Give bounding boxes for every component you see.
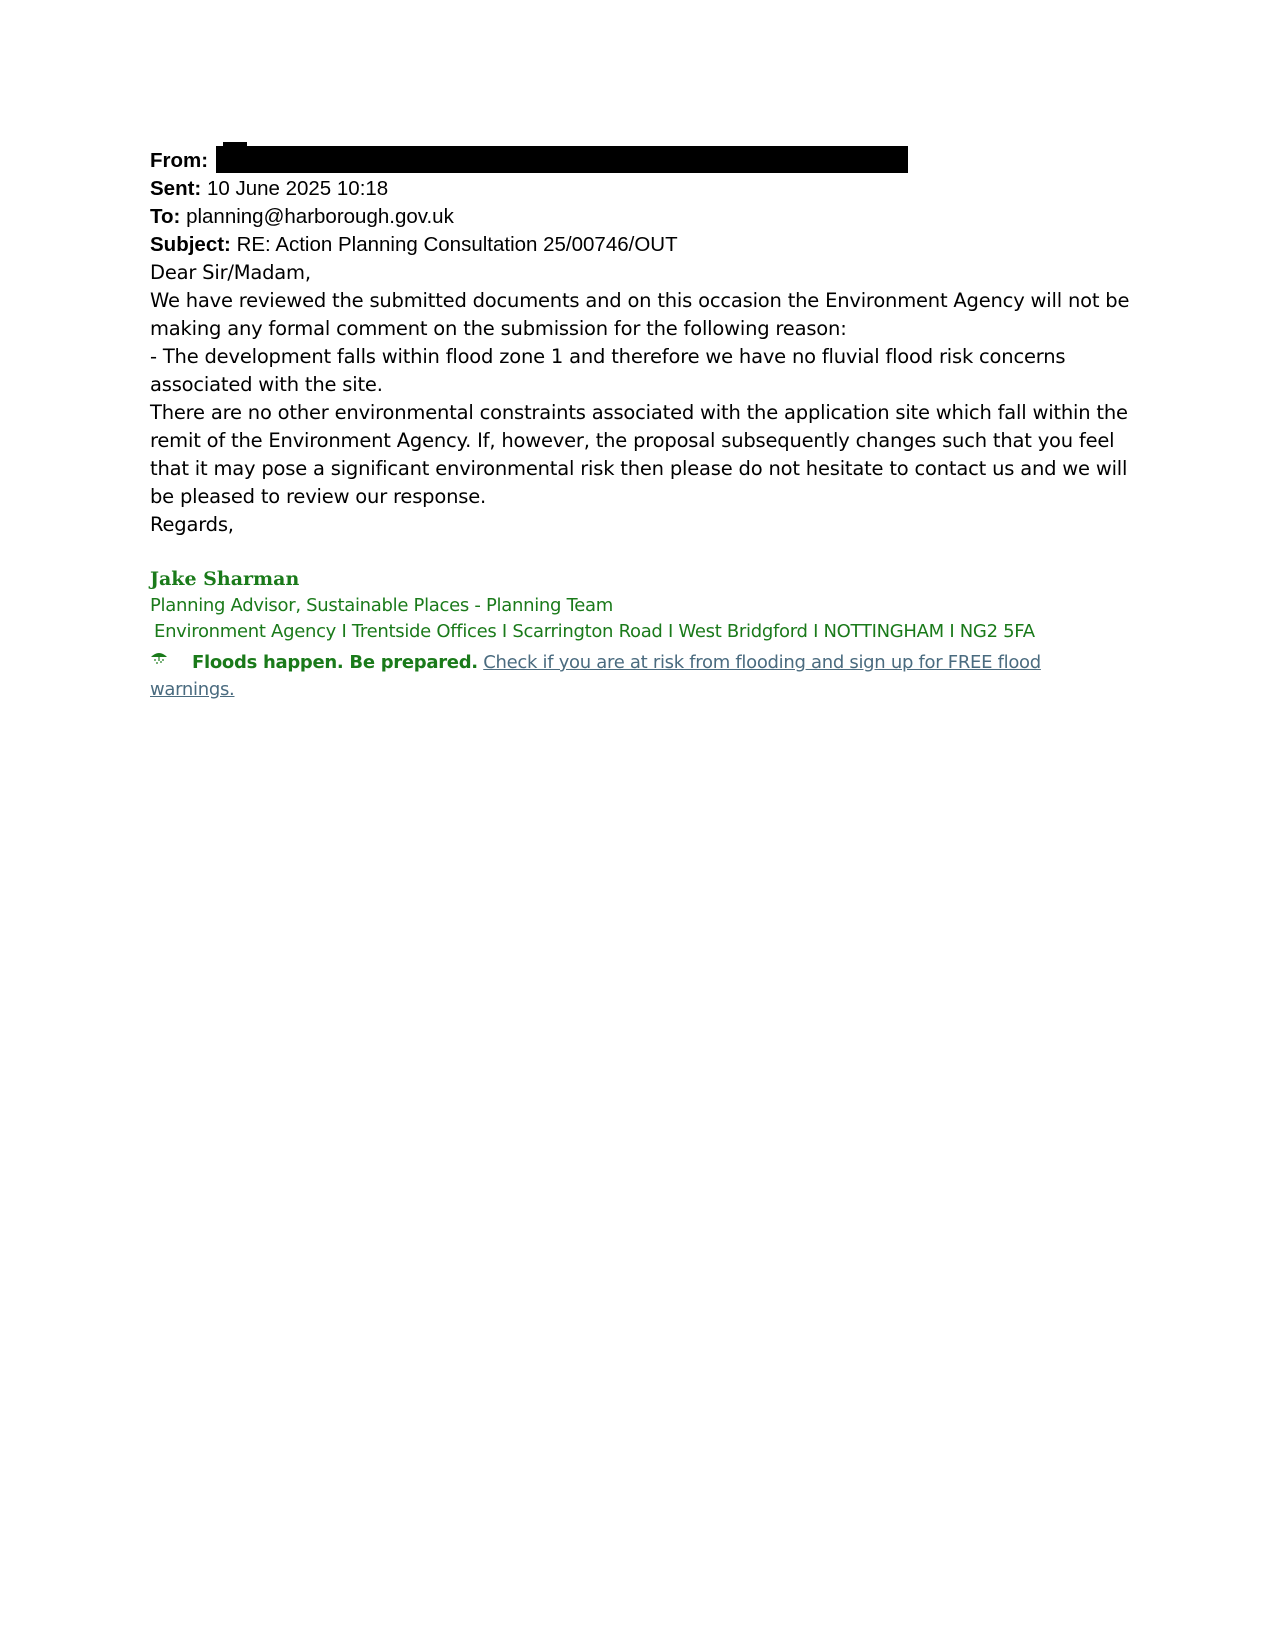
to-row <box>150 203 1130 231</box>
sent-row <box>150 175 1130 203</box>
redacted-sender <box>216 146 908 173</box>
greeting: Dear Sir/Madam, <box>150 261 311 284</box>
from-label: From: <box>150 149 209 172</box>
closing: Regards, <box>150 513 234 536</box>
umbrella-rain-icon <box>150 647 168 663</box>
signature-name: Jake Sharman <box>150 568 300 590</box>
from-row <box>150 146 1130 175</box>
sent-value: 10 June 2025 10:18 <box>206 177 389 200</box>
flood-tagline: Floods happen. Be prepared. <box>192 652 478 673</box>
to-label: To: <box>150 205 181 228</box>
paragraph-1: We have reviewed the submitted documents and on this occasion the Environment Agency will not be making any formal comment on the submission for the following reason: <box>150 289 1130 340</box>
email-body <box>150 259 1130 539</box>
flood-risk-link[interactable]: Check if you are at risk from flooding and sign up for FREE flood warnings. <box>150 652 1041 700</box>
email-document <box>150 146 1130 703</box>
subject-row <box>150 231 1130 259</box>
paragraph-2: - The development falls within flood zone 1 and therefore we have no fluvial flood risk concerns associated with the site. <box>150 345 1066 396</box>
signature-address: Environment Agency I Trentside Offices I Scarrington Road I West Bridgford I NOTTINGHAM I NG2 5FA <box>154 621 1035 642</box>
subject-label: Subject: <box>150 233 231 256</box>
to-value: planning@harborough.gov.uk <box>186 205 454 228</box>
paragraph-3: There are no other environmental constraints associated with the application site which fall within the remit of the Environment Agency. If, however, the proposal subsequently changes such that you feel that it may pose a significant environmental risk then please do not hesitate to contact us and we will be pleased to review our response. <box>150 401 1128 508</box>
flood-warning-line <box>150 647 1130 703</box>
signature-role: Planning Advisor, Sustainable Places - Planning Team <box>150 595 613 616</box>
subject-value: RE: Action Planning Consultation 25/00746/OUT <box>236 233 678 256</box>
sent-label: Sent: <box>150 177 202 200</box>
